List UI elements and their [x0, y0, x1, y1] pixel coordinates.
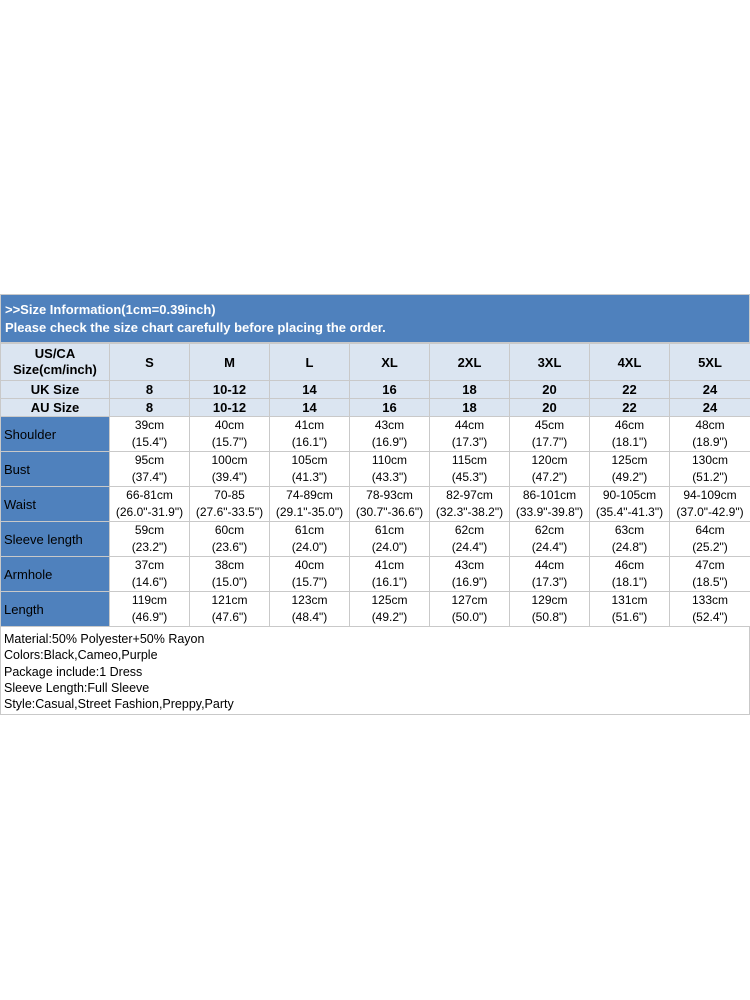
header-size-cell: 5XL	[670, 344, 750, 381]
cm-value: 60cm	[214, 523, 245, 537]
measurement-cell	[430, 417, 510, 452]
inch-value: (46.9")	[131, 610, 168, 624]
cm-value: 105cm	[291, 453, 328, 467]
inch-value: (41.3")	[291, 470, 328, 484]
header-row	[1, 344, 750, 381]
inch-value: (25.2")	[692, 540, 728, 554]
measurement-cell	[350, 452, 430, 487]
measurement-cell	[510, 487, 590, 522]
cm-value: 44cm	[454, 418, 485, 432]
header-size-cell: 22	[590, 399, 670, 417]
cm-value: 78-93cm	[366, 488, 413, 502]
header-size-cell: 18	[430, 381, 510, 399]
inch-value: (17.3")	[531, 575, 568, 589]
inch-value: (23.6")	[211, 540, 248, 554]
measurement-cell	[430, 487, 510, 522]
cm-value: 82-97cm	[446, 488, 493, 502]
header-size-cell: M	[190, 344, 270, 381]
cm-value: 46cm	[614, 418, 645, 432]
cm-value: 123cm	[291, 593, 328, 607]
header-size-cell: 8	[110, 381, 190, 399]
table-row	[1, 592, 750, 627]
inch-value: (24.4")	[531, 540, 568, 554]
size-info-banner	[0, 294, 750, 343]
measurement-cell	[270, 487, 350, 522]
cm-value: 39cm	[134, 418, 165, 432]
inch-value: (47.2")	[531, 470, 568, 484]
header-size-cell: 10-12	[190, 399, 270, 417]
measurement-cell	[190, 487, 270, 522]
cm-value: 70-85	[214, 488, 245, 502]
cm-value: 43cm	[454, 558, 485, 572]
measurement-cell	[510, 417, 590, 452]
cm-value: 110cm	[371, 453, 408, 467]
header-size-cell: XL	[350, 344, 430, 381]
inch-value: (48.4")	[291, 610, 328, 624]
inch-value: (26.0"-31.9")	[115, 505, 184, 519]
inch-value: (43.3")	[371, 470, 408, 484]
product-notes	[0, 627, 750, 715]
inch-value: (24.0")	[371, 540, 408, 554]
header-size-cell: L	[270, 344, 350, 381]
cm-value: 59cm	[134, 523, 165, 537]
measurement-cell	[350, 417, 430, 452]
note-material: Material:50% Polyester+50% Rayon	[4, 632, 205, 646]
inch-value: (24.4")	[451, 540, 488, 554]
measurement-label: Length	[1, 592, 110, 627]
header-size-cell: 16	[350, 381, 430, 399]
inch-value: (18.9")	[692, 435, 728, 449]
banner-title: >>Size Information(1cm=0.39inch)	[5, 302, 216, 317]
measurement-label: Bust	[1, 452, 110, 487]
cm-value: 46cm	[614, 558, 645, 572]
header-size-cell: 20	[510, 399, 590, 417]
size-chart	[0, 294, 750, 715]
measurement-cell	[270, 452, 350, 487]
inch-value: (51.6")	[611, 610, 648, 624]
header-size-cell: 8	[110, 399, 190, 417]
inch-value: (45.3")	[451, 470, 488, 484]
measurement-cell	[190, 417, 270, 452]
cm-value: 90-105cm	[602, 488, 657, 502]
header-size-cell: 4XL	[590, 344, 670, 381]
measurement-cell	[350, 592, 430, 627]
measurement-cell	[590, 557, 670, 592]
inch-value: (24.8")	[611, 540, 648, 554]
cm-value: 133cm	[691, 593, 729, 607]
inch-value: (49.2")	[611, 470, 648, 484]
measurement-cell	[430, 592, 510, 627]
cm-value: 47cm	[695, 558, 725, 572]
cm-value: 130cm	[691, 453, 729, 467]
measurement-cell	[670, 592, 750, 627]
header-size-cell: 3XL	[510, 344, 590, 381]
cm-value: 64cm	[695, 523, 725, 537]
header-size-cell: 14	[270, 399, 350, 417]
cm-value: 44cm	[534, 558, 565, 572]
inch-value: (15.7")	[291, 575, 328, 589]
measurement-cell	[350, 487, 430, 522]
measurement-label: Shoulder	[1, 417, 110, 452]
cm-value: 48cm	[695, 418, 725, 432]
measurement-cell	[430, 522, 510, 557]
cm-value: 95cm	[134, 453, 165, 467]
inch-value: (37.0"-42.9")	[676, 505, 744, 519]
table-row	[1, 452, 750, 487]
cm-value: 125cm	[611, 453, 648, 467]
cm-value: 43cm	[374, 418, 405, 432]
cm-value: 61cm	[294, 523, 325, 537]
header-row-label: UK Size	[1, 381, 110, 399]
cm-value: 37cm	[134, 558, 165, 572]
measurement-cell	[510, 592, 590, 627]
measurement-cell	[670, 522, 750, 557]
cm-value: 94-109cm	[683, 488, 737, 502]
measurement-cell	[190, 452, 270, 487]
measurement-cell	[590, 452, 670, 487]
inch-value: (24.0")	[291, 540, 328, 554]
inch-value: (35.4"-41.3")	[595, 505, 664, 519]
cm-value: 119cm	[131, 593, 168, 607]
measurement-cell	[670, 452, 750, 487]
measurement-label: Armhole	[1, 557, 110, 592]
measurement-cell	[270, 592, 350, 627]
measurement-cell	[430, 452, 510, 487]
inch-value: (15.4")	[131, 435, 168, 449]
header-size-cell: 24	[670, 399, 750, 417]
header-size-cell: 20	[510, 381, 590, 399]
measurement-cell	[590, 522, 670, 557]
size-table	[0, 343, 750, 627]
header-size-cell: 10-12	[190, 381, 270, 399]
measurement-cell	[110, 592, 190, 627]
inch-value: (16.9")	[451, 575, 488, 589]
table-row	[1, 487, 750, 522]
note-style: Style:Casual,Street Fashion,Preppy,Party	[4, 697, 234, 712]
measurement-cell	[110, 417, 190, 452]
measurement-cell	[110, 522, 190, 557]
header-size-cell: 14	[270, 381, 350, 399]
measurement-cell	[190, 522, 270, 557]
header-row	[1, 381, 750, 399]
header-row	[1, 399, 750, 417]
inch-value: (17.3")	[451, 435, 488, 449]
table-row	[1, 557, 750, 592]
measurement-cell	[590, 417, 670, 452]
cm-value: 38cm	[214, 558, 245, 572]
cm-value: 45cm	[534, 418, 565, 432]
measurement-cell	[510, 452, 590, 487]
cm-value: 86-101cm	[522, 488, 577, 502]
measurement-cell	[350, 557, 430, 592]
header-size-cell: 16	[350, 399, 430, 417]
measurement-cell	[270, 522, 350, 557]
inch-value: (52.4")	[692, 610, 728, 624]
cm-value: 121cm	[211, 593, 248, 607]
measurement-cell	[110, 452, 190, 487]
banner-subtitle: Please check the size chart carefully before placing the order.	[5, 320, 386, 335]
inch-value: (51.2")	[692, 470, 728, 484]
cm-value: 41cm	[374, 558, 405, 572]
note-package: Package include:1 Dress	[4, 664, 143, 679]
cm-value: 40cm	[294, 558, 325, 572]
header-size-cell: 22	[590, 381, 670, 399]
measurement-cell	[350, 522, 430, 557]
inch-value: (16.1")	[371, 575, 408, 589]
measurement-cell	[510, 522, 590, 557]
inch-value: (18.1")	[611, 575, 648, 589]
inch-value: (32.3"-38.2")	[435, 505, 504, 519]
cm-value: 41cm	[294, 418, 325, 432]
table-row	[1, 417, 750, 452]
measurement-cell	[670, 557, 750, 592]
inch-value: (50.8")	[531, 610, 568, 624]
inch-value: (50.0")	[451, 610, 488, 624]
measurement-cell	[110, 487, 190, 522]
inch-value: (37.4")	[131, 470, 168, 484]
inch-value: (17.7")	[531, 435, 568, 449]
cm-value: 115cm	[451, 453, 488, 467]
inch-value: (39.4")	[211, 470, 248, 484]
header-size-cell: S	[110, 344, 190, 381]
header-size-cell: 24	[670, 381, 750, 399]
measurement-cell	[670, 487, 750, 522]
header-size-cell: 18	[430, 399, 510, 417]
note-colors: Colors:Black,Cameo,Purple	[4, 648, 158, 663]
inch-value: (18.5")	[692, 575, 728, 589]
measurement-cell	[430, 557, 510, 592]
inch-value: (29.1"-35.0")	[275, 505, 344, 519]
cm-value: 131cm	[611, 593, 648, 607]
header-row-label: US/CA Size(cm/inch)	[1, 344, 110, 381]
header-size-cell: 2XL	[430, 344, 510, 381]
cm-value: 127cm	[451, 593, 488, 607]
inch-value: (30.7"-36.6")	[355, 505, 424, 519]
measurement-label: Sleeve length	[1, 522, 110, 557]
measurement-label: Waist	[1, 487, 110, 522]
cm-value: 61cm	[374, 523, 405, 537]
cm-value: 120cm	[531, 453, 568, 467]
inch-value: (15.0")	[211, 575, 248, 589]
measurement-cell	[510, 557, 590, 592]
cm-value: 129cm	[531, 593, 568, 607]
measurement-cell	[590, 487, 670, 522]
table-row	[1, 522, 750, 557]
measurement-cell	[270, 557, 350, 592]
inch-value: (16.9")	[371, 435, 408, 449]
inch-value: (47.6")	[211, 610, 248, 624]
header-row-label: AU Size	[1, 399, 110, 417]
inch-value: (16.1")	[291, 435, 328, 449]
measurement-cell	[190, 592, 270, 627]
inch-value: (23.2")	[131, 540, 168, 554]
measurement-cell	[110, 557, 190, 592]
cm-value: 40cm	[214, 418, 245, 432]
cm-value: 100cm	[211, 453, 248, 467]
measurement-cell	[590, 592, 670, 627]
measurement-cell	[270, 417, 350, 452]
inch-value: (33.9"-39.8")	[515, 505, 584, 519]
cm-value: 125cm	[371, 593, 408, 607]
cm-value: 66-81cm	[126, 488, 173, 502]
measurement-cell	[190, 557, 270, 592]
inch-value: (27.6"-33.5")	[195, 505, 264, 519]
inch-value: (18.1")	[611, 435, 648, 449]
cm-value: 62cm	[534, 523, 565, 537]
inch-value: (15.7")	[211, 435, 248, 449]
inch-value: (49.2")	[371, 610, 408, 624]
cm-value: 63cm	[614, 523, 645, 537]
measurement-cell	[670, 417, 750, 452]
note-sleeve-length: Sleeve Length:Full Sleeve	[4, 680, 150, 695]
cm-value: 74-89cm	[286, 488, 333, 502]
cm-value: 62cm	[454, 523, 485, 537]
inch-value: (14.6")	[131, 575, 168, 589]
